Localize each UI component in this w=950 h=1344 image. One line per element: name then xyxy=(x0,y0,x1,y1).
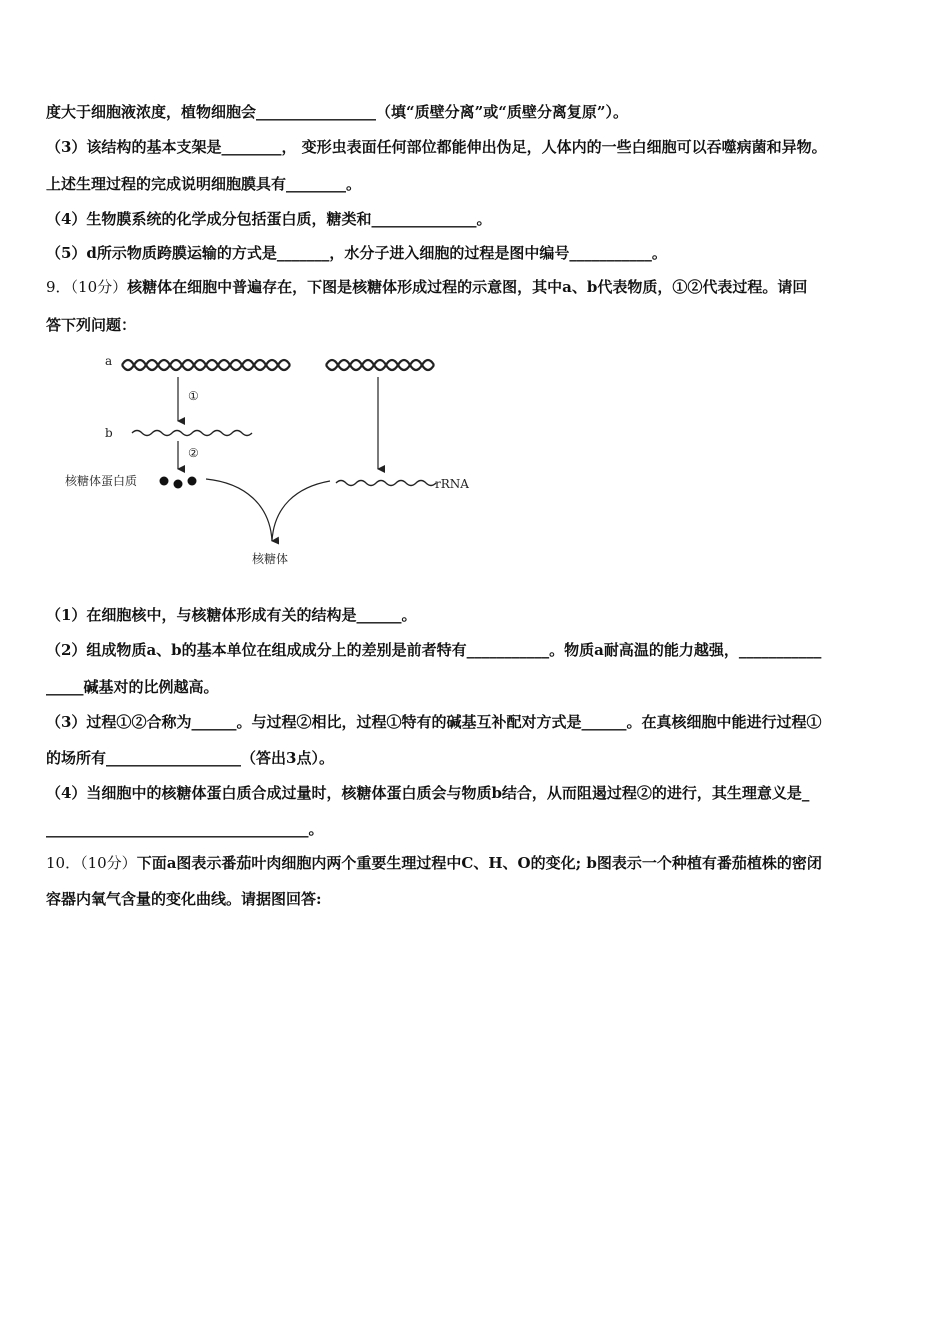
label-b: b xyxy=(105,426,113,440)
q9-sub-line-2: （2）组成物质a、b的基本单位在组成成分上的差别是前者特有___________。物质a耐高温的能力越强，___________ xyxy=(46,641,822,659)
top-line-1: 度大于细胞液浓度，植物细胞会________________（填“质壁分离”或“质壁分离复原”）。 xyxy=(46,103,629,121)
top-line-3: 上述生理过程的完成说明细胞膜具有________。 xyxy=(46,175,362,193)
question-9-stem-2: 答下列问题： xyxy=(46,316,137,334)
step-2-label: ② xyxy=(188,446,199,460)
question-10-number: 10．（10分） xyxy=(46,854,137,872)
q9-sub-line-3: _____碱基对的比例越高。 xyxy=(46,678,219,696)
ribosome-formation-diagram xyxy=(60,345,500,575)
question-10-stem-text: 下面a图表示番茄叶肉细胞内两个重要生理过程中C、H、O的变化; b图表示一个种植有番茄植株的密闭 xyxy=(136,854,822,872)
question-10-stem-2: 容器内氧气含量的变化曲线。请据图回答: xyxy=(46,890,322,908)
label-ribosomal-protein: 核糖体蛋白质 xyxy=(65,474,138,488)
q9-sub-line-5: 的场所有__________________（答出3点）。 xyxy=(46,749,334,767)
label-a: a xyxy=(105,354,113,368)
step-1-label: ① xyxy=(188,389,199,403)
mrna-b xyxy=(132,431,252,436)
curve-protein-to-ribosome xyxy=(206,479,272,541)
rrna-strand xyxy=(336,481,436,486)
question-9-stem-text: 核糖体在细胞中普遍存在，下图是核糖体形成过程的示意图，其中a、b代表物质，①②代表过程。请回 xyxy=(127,278,808,296)
question-10-stem xyxy=(46,853,908,873)
protein-dots xyxy=(160,477,197,489)
dna-helix-left xyxy=(122,360,290,370)
q9-sub-line-6: （4）当细胞中的核糖体蛋白质合成过量时，核糖体蛋白质会与物质b结合，从而阻遏过程②的进行，其生理意义是_ xyxy=(46,784,810,802)
top-line-2: （3）该结构的基本支架是________， 变形虫表面任何部位都能伸出伪足，人体内的一些白细胞可以吞噬病菌和异物。 xyxy=(46,138,827,156)
question-9-number: 9．（10分） xyxy=(46,278,128,296)
top-line-5: （5）d所示物质跨膜运输的方式是_______，水分子进入细胞的过程是图中编号___________。 xyxy=(46,244,667,262)
label-rrna: rRNA xyxy=(435,477,469,491)
q9-sub-line-4: （3）过程①②合称为______。与过程②相比，过程①特有的碱基互补配对方式是______。在真核细胞中能进行过程① xyxy=(46,713,822,731)
top-line-4: （4）生物膜系统的化学成分包括蛋白质，糖类和______________。 xyxy=(46,210,492,228)
curve-rrna-to-ribosome xyxy=(272,481,330,541)
q9-sub-line-1: （1）在细胞核中，与核糖体形成有关的结构是______。 xyxy=(46,606,417,624)
dna-helix-right xyxy=(326,360,434,370)
label-ribosome: 核糖体 xyxy=(252,552,289,566)
question-9-stem xyxy=(46,277,908,297)
q9-sub-line-7: ___________________________________。 xyxy=(46,820,324,838)
